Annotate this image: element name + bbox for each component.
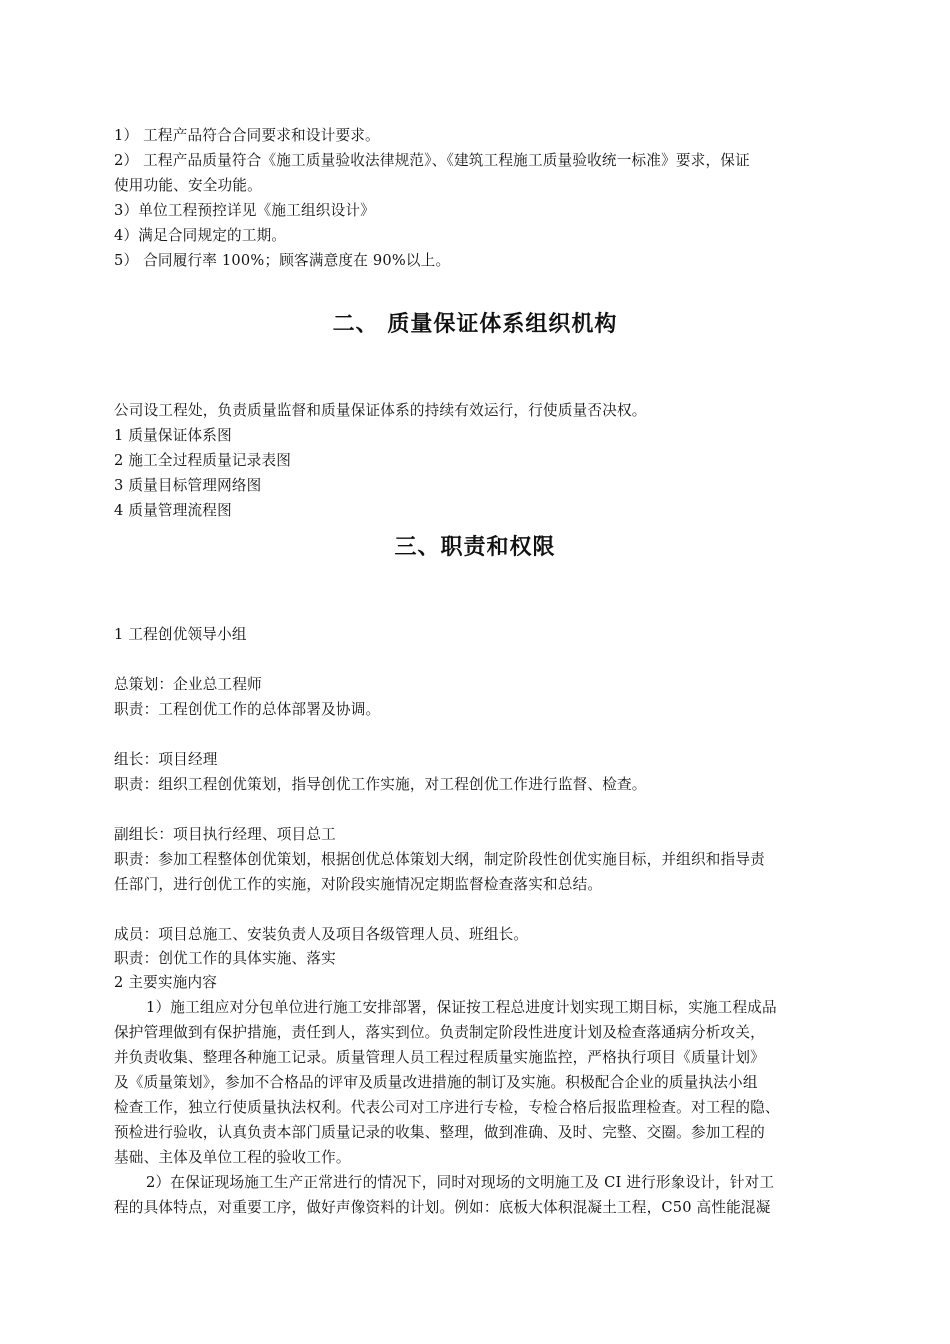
role-line: 成员：项目总施工、安装负责人及项目各级管理人员、班组长。 [114, 926, 529, 943]
section-2-heading: 二、 质量保证体系组织机构 [332, 312, 618, 337]
content-title: 2 主要实施内容 [114, 974, 218, 991]
paragraph-line: 基础、主体及单位工程的验收工作。 [114, 1149, 351, 1166]
duty-line: 职责：组织工程创优策划，指导创优工作实施，对工程创优工作进行监督、检查。 [114, 776, 647, 793]
goal-line: 2） 工程产品质量符合《施工质量验收法律规范》、《建筑工程施工质量验收统一标准》要求，保证 [114, 152, 750, 169]
section-3-heading: 三、职责和权限 [394, 535, 556, 560]
duty-line: 任部门，进行创优工作的实施，对阶段实施情况定期监督检查落实和总结。 [114, 876, 603, 893]
role-line: 副组长：项目执行经理、项目总工 [114, 826, 336, 843]
paragraph-line: 并负责收集、整理各种施工记录。质量管理人员工程过程质量实施监控，严格执行项目《质量计划》 [114, 1049, 765, 1066]
section-2-item: 2 施工全过程质量记录表图 [114, 452, 292, 469]
paragraph-line: 保护管理做到有保护措施，责任到人，落实到位。负责制定阶段性进度计划及检查落通病分析攻关， [114, 1024, 765, 1041]
paragraph-line: 程的具体特点，对重要工序，做好声像资料的计划。例如：底板大体积混凝土工程，C50 高性能混凝 [114, 1199, 771, 1216]
goal-line: 1） 工程产品符合合同要求和设计要求。 [114, 127, 380, 144]
section-2-item: 4 质量管理流程图 [114, 502, 232, 519]
goal-line: 3）单位工程预控详见《施工组织设计》 [114, 202, 375, 219]
paragraph-line: 及《质量策划》，参加不合格品的评审及质量改进措施的制订及实施。积极配合企业的质量执法小组 [114, 1074, 758, 1091]
paragraph-line: 2）在保证现场施工生产正常进行的情况下，同时对现场的文明施工及 CI 进行形象设计，针对工 [146, 1174, 775, 1191]
role-line: 总策划：企业总工程师 [114, 676, 262, 693]
goal-line: 5） 合同履行率 100%；顾客满意度在 90%以上。 [114, 252, 451, 269]
role-line: 组长：项目经理 [114, 751, 218, 768]
section-2-item: 1 质量保证体系图 [114, 427, 232, 444]
duty-line: 职责：创优工作的具体实施、落实 [114, 950, 336, 967]
paragraph-line: 1）施工组应对分包单位进行施工安排部署，保证按工程总进度计划实现工期目标，实施工程成品 [146, 999, 777, 1016]
group-title: 1 工程创优领导小组 [114, 626, 247, 643]
duty-line: 职责：工程创优工作的总体部署及协调。 [114, 701, 381, 718]
paragraph-line: 预检进行验收，认真负责本部门质量记录的收集、整理，做到准确、及时、完整、交圈。参加工程的 [114, 1124, 765, 1141]
goal-line: 4）满足合同规定的工期。 [114, 227, 287, 244]
section-2-intro: 公司设工程处，负责质量监督和质量保证体系的持续有效运行，行使质量否决权。 [114, 402, 647, 419]
goal-line: 使用功能、安全功能。 [114, 177, 262, 194]
section-2-item: 3 质量目标管理网络图 [114, 477, 262, 494]
duty-line: 职责：参加工程整体创优策划，根据创优总体策划大纲，制定阶段性创优实施目标，并组织和指导责 [114, 851, 765, 868]
paragraph-line: 检查工作，独立行使质量执法权利。代表公司对工序进行专检，专检合格后报监理检查。对工程的隐、 [114, 1099, 780, 1116]
